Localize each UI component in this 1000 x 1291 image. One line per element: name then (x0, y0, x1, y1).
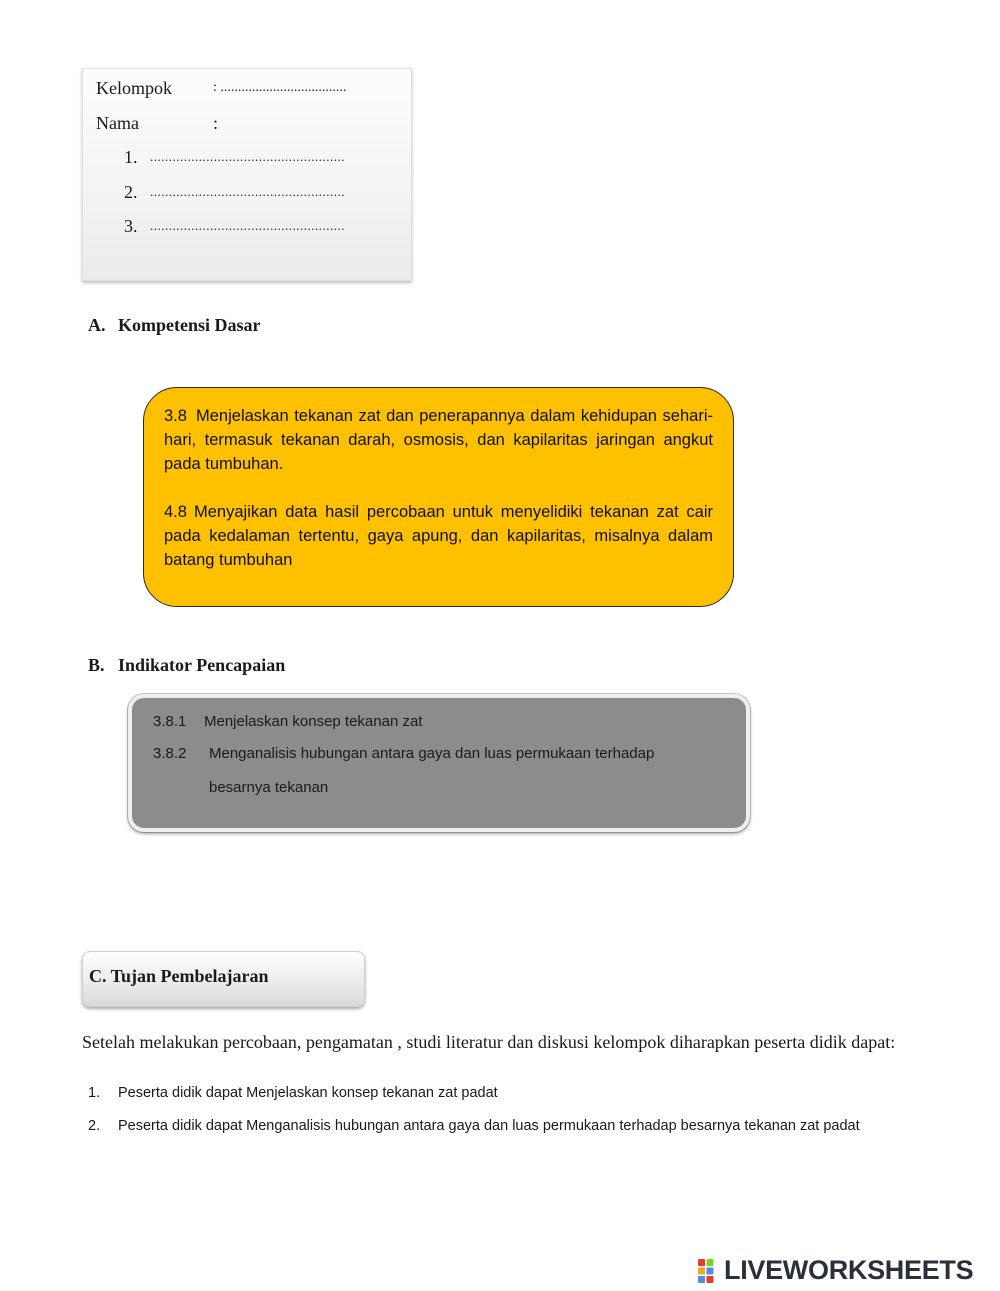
goal-number: 2. (88, 1118, 101, 1134)
kd-text: Menjelaskan tekanan zat dan penerapannya dalam kehidupan sehari-hari, termasuk tekanan darah, osmosis, dan kapilaritas jaringan angkut pada tumbuhan. (164, 407, 713, 473)
liveworksheets-logo (697, 1255, 993, 1285)
section-c-heading-box (82, 951, 365, 1007)
indicator-number: 3.8.1 (153, 713, 187, 730)
member-number: 3. (124, 216, 138, 236)
name-colon: : (213, 113, 219, 133)
goal-number: 1. (88, 1085, 101, 1101)
indicator-number: 3.8.2 (153, 745, 187, 762)
kd-number: 3.8 (164, 407, 187, 425)
goal-text: Peserta didik dapat Menganalisis hubungan antara gaya dan luas permukaan terhadap besarnya tekanan zat padat (118, 1118, 860, 1134)
section-a-title: Kompetensi Dasar (118, 315, 261, 335)
kd-item (164, 500, 713, 572)
section-b-heading (88, 654, 388, 676)
goal-item (88, 1077, 936, 1110)
indicator-text: Menjelaskan konsep tekanan zat (204, 713, 423, 730)
group-label: Kelompok (96, 78, 172, 98)
section-b-title: Indikator Pencapaian (118, 655, 286, 675)
indicator-text-continued: besarnya tekanan (209, 779, 329, 796)
section-a-heading (88, 314, 388, 336)
indicator-text: Menganalisis hubungan antara gaya dan luas permukaan terhadap (209, 745, 655, 762)
kd-item (164, 404, 713, 476)
name-label: Nama (96, 113, 139, 133)
identity-box (82, 68, 412, 281)
kd-text: Menyajikan data hasil percobaan untuk menyelidiki tekanan zat cair pada kedalaman tertentu, gaya apung, dan kapilaritas, misalnya dalam batang tumbuhan (164, 503, 713, 569)
kd-number: 4.8 (164, 503, 187, 521)
goal-text: Peserta didik dapat Menjelaskan konsep tekanan zat padat (118, 1085, 498, 1101)
intro-paragraph: Setelah melakukan percobaan, pengamatan , studi literatur dan diskusi kelompok diharapkan peserta didik dapat: (82, 1032, 896, 1052)
logo-text: LIVEWORKSHEETS (724, 1255, 974, 1285)
section-a-letter: A. (88, 315, 106, 335)
member-number: 1. (124, 147, 138, 167)
member-number: 2. (124, 182, 138, 202)
goal-item (88, 1110, 936, 1176)
section-b-letter: B. (88, 655, 105, 675)
logo-blocks-icon (697, 1258, 723, 1284)
indikator-box (128, 694, 750, 832)
group-field[interactable]: : .................................... (213, 80, 347, 95)
member-field[interactable]: .................................................... (150, 149, 345, 164)
section-c-title: C. Tujan Pembelajaran (89, 966, 269, 986)
member-field[interactable]: .................................................... (150, 184, 345, 199)
member-field[interactable]: .................................................... (150, 218, 345, 233)
kompetensi-box (143, 387, 734, 607)
